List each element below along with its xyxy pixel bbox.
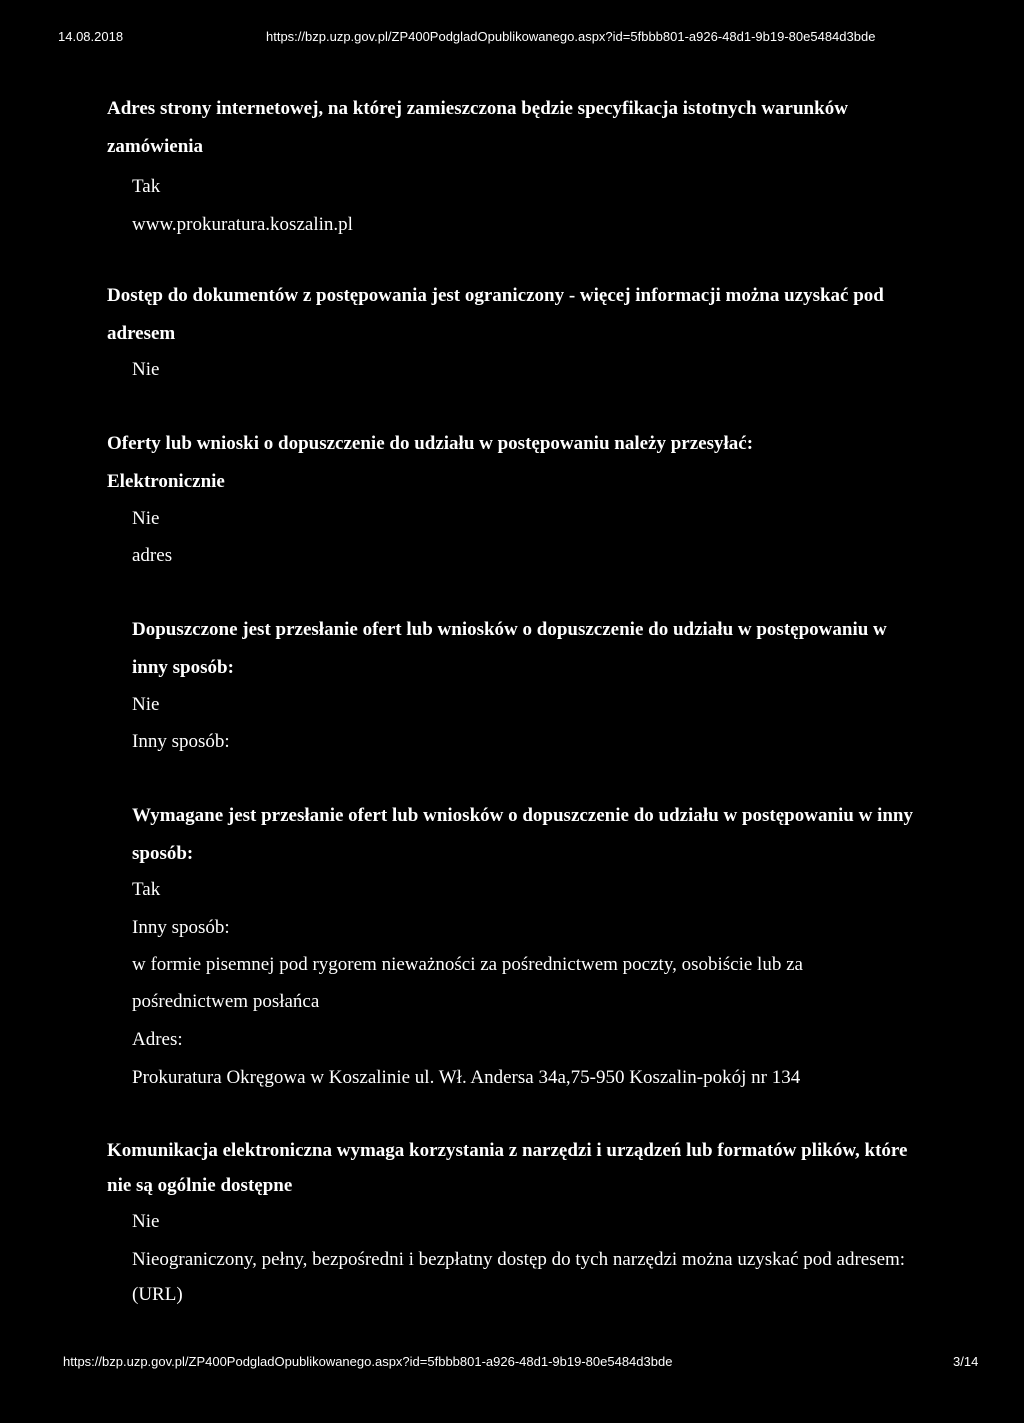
other-allowed-heading-line1: Dopuszczone jest przesłanie ofert lub wniosków o dopuszczenie do udziału w postępowaniu w	[132, 619, 887, 640]
header-date: 14.08.2018	[58, 29, 124, 44]
restricted-answer: Nie	[132, 359, 160, 380]
footer-url[interactable]: https://bzp.uzp.gov.pl/ZP400PodgladOpublikowanego.aspx?id=5fbbb801-a926-48d1-9b19-80e5484d3bde	[63, 1354, 673, 1369]
submission-subheading: Elektronicznie	[107, 471, 225, 492]
other-required-answer: Tak	[132, 879, 161, 900]
other-required-address-label: Adres:	[132, 1029, 183, 1050]
other-allowed-heading-line2: inny sposób:	[132, 657, 234, 678]
siwz-heading-line1: Adres strony internetowej, na której zamieszczona będzie specyfikacja istotnych warunków	[107, 98, 848, 119]
other-required-heading-line1: Wymagane jest przesłanie ofert lub wniosków o dopuszczenie do udziału w postępowaniu w inny	[132, 805, 913, 826]
other-allowed-label: Inny sposób:	[132, 731, 230, 752]
restricted-heading-line1: Dostęp do dokumentów z postępowania jest ograniczony - więcej informacji można uzyskać pod	[107, 285, 884, 306]
restricted-heading-line2: adresem	[107, 323, 176, 344]
footer-page-number: 3/14	[953, 1354, 979, 1369]
tools-access-line2: (URL)	[132, 1284, 183, 1305]
siwz-url[interactable]: www.prokuratura.koszalin.pl	[132, 214, 353, 235]
submission-heading: Oferty lub wnioski o dopuszczenie do udziału w postępowaniu należy przesyłać:	[107, 433, 754, 454]
siwz-answer: Tak	[132, 176, 161, 197]
submission-answer: Nie	[132, 508, 160, 529]
tools-heading-line1: Komunikacja elektroniczna wymaga korzystania z narzędzi i urządzeń lub formatów plików, które	[107, 1140, 908, 1161]
header-url[interactable]: https://bzp.uzp.gov.pl/ZP400PodgladOpublikowanego.aspx?id=5fbbb801-a926-48d1-9b19-80e5484d3bde	[266, 29, 876, 44]
tools-answer: Nie	[132, 1211, 160, 1232]
siwz-heading-line2: zamówienia	[107, 136, 204, 157]
other-required-method-line2: pośrednictwem posłańca	[132, 991, 320, 1012]
tools-heading-line2: nie są ogólnie dostępne	[107, 1175, 293, 1196]
other-required-method-line1: w formie pisemnej pod rygorem nieważności za pośrednictwem poczty, osobiście lub za	[132, 954, 803, 975]
other-required-heading-line2: sposób:	[132, 843, 194, 864]
other-required-label: Inny sposób:	[132, 917, 230, 938]
other-allowed-answer: Nie	[132, 694, 160, 715]
submission-address-label: adres	[132, 545, 173, 566]
other-required-address-value: Prokuratura Okręgowa w Koszalinie ul. Wł. Andersa 34a,75-950 Koszalin-pokój nr 134	[132, 1067, 801, 1088]
tools-access-line1: Nieograniczony, pełny, bezpośredni i bezpłatny dostęp do tych narzędzi można uzyskać pod adresem:	[132, 1249, 906, 1270]
